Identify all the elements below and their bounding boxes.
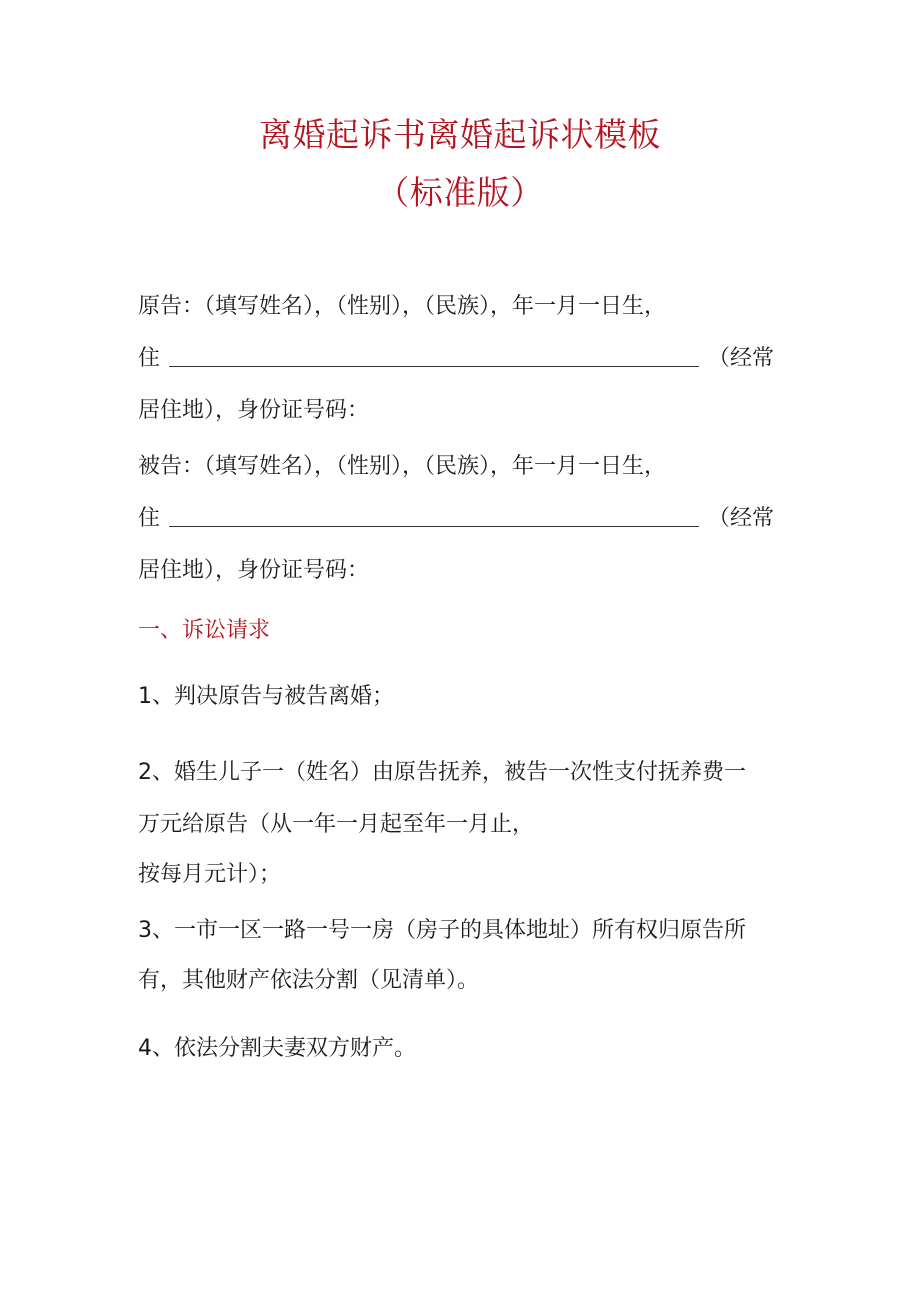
claim-4 xyxy=(138,1038,416,1060)
defendant-address-blank xyxy=(169,508,699,527)
claim-1 xyxy=(138,686,394,708)
defendant-address-prefix: 住 xyxy=(138,506,161,531)
plaintiff-address-blank xyxy=(169,348,699,367)
claim-3 xyxy=(138,920,746,942)
claim-text: 、判决原告与被告离婚； xyxy=(152,684,395,709)
document-title: 离婚起诉书离婚起诉状模板 xyxy=(259,115,661,154)
claim-number: 3 xyxy=(138,918,152,943)
plaintiff-line-3: 居住地），身份证号码： xyxy=(138,398,370,423)
claim-text: 、婚生儿子一（姓名）由原告抚养，被告一次性支付抚养费一 xyxy=(152,760,747,785)
claim-2-continued-2: 按每月元计）； xyxy=(138,862,282,887)
plaintiff-address-line xyxy=(138,348,774,370)
document-subtitle: （标准版） xyxy=(376,173,544,212)
claim-number: 2 xyxy=(138,760,152,785)
defendant-line-1: 被告：（填写姓名），（性别），（民族），年一月一日生， xyxy=(138,454,667,479)
claim-number: 1 xyxy=(138,684,152,709)
plaintiff-address-prefix: 住 xyxy=(138,346,161,371)
claim-text: 、一市一区一路一号一房（房子的具体地址）所有权归原告所 xyxy=(152,918,747,943)
claim-number: 4 xyxy=(138,1036,152,1061)
defendant-line-3: 居住地），身份证号码： xyxy=(138,558,370,583)
claim-text: 、依法分割夫妻双方财产。 xyxy=(152,1036,417,1061)
defendant-address-suffix: （经常 xyxy=(707,506,774,531)
plaintiff-line-1: 原告：（填写姓名），（性别），（民族），年一月一日生， xyxy=(138,294,667,319)
defendant-address-line xyxy=(138,508,774,530)
plaintiff-address-suffix: （经常 xyxy=(707,346,774,371)
section-heading-claims: 一、诉讼请求 xyxy=(138,618,271,643)
claim-3-continued: 有，其他财产依法分割（见清单）。 xyxy=(138,968,480,993)
claim-2-continued: 万元给原告（从一年一月起至年一月止， xyxy=(138,812,535,837)
claim-2 xyxy=(138,762,746,784)
